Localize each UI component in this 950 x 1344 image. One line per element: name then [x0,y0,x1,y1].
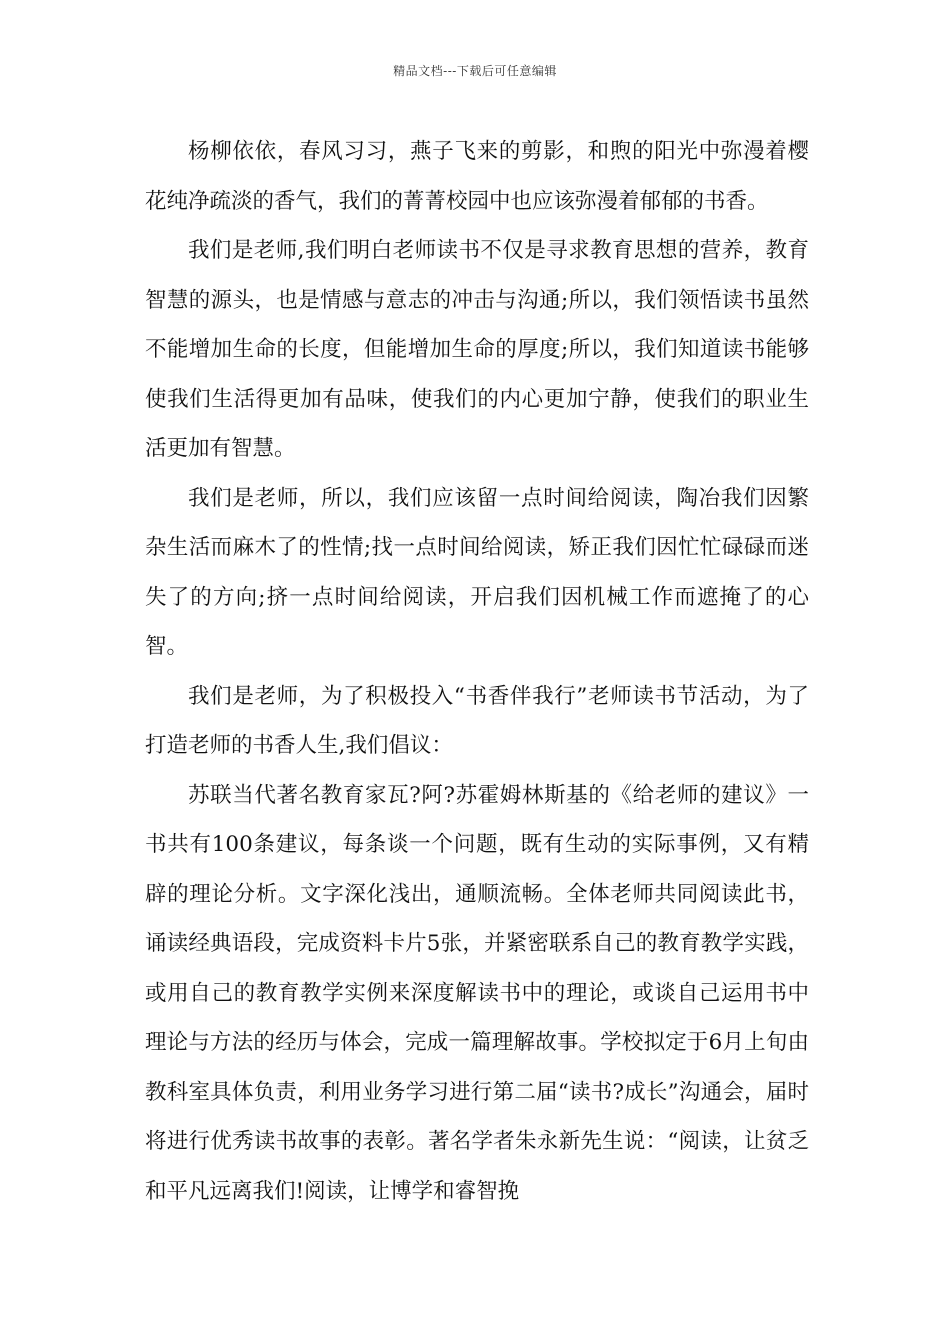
page-header: 精品文档---下载后可任意编辑 [393,64,557,78]
paragraph-1: 杨柳依依，春风习习，燕子飞来的剪影，和煦的阳光中弥漫着樱花纯净疏淡的香气，我们的菁菁校园中也应该弥漫着郁郁的书香。 [145,139,809,214]
paragraph-5: 苏联当代著名教育家瓦?阿?苏霍姆林斯基的《给老师的建议》一书共有100条建议，每条谈一个问题，既有生动的实际事例，又有精辟的理论分析。文字深化浅出，通顺流畅。全体老师共同阅读此书，诵读经典语段，完成资料卡片5张，并紧密联系自己的教育教学实践，或用自己的教育教学实例来深度解读书中的理论，或谈自己运用书中理论与方法的经历与体会，完成一篇理解故事。学校拟定于6月上旬由教科室具体负责，利用业务学习进行第二届“读书?成长”沟通会，届时将进行优秀读书故事的表彰。著名学者朱永新先生说：“阅读，让贫乏和平凡远离我们!阅读，让博学和睿智挽 [145,782,809,1204]
paragraph-4: 我们是老师，为了积极投入“书香伴我行”老师读书节活动，为了打造老师的书香人生,我们倡议： [145,683,809,758]
paragraph-2: 我们是老师,我们明白老师读书不仅是寻求教育思想的营养，教育智慧的源头，也是情感与意志的冲击与沟通;所以，我们领悟读书虽然不能增加生命的长度，但能增加生命的厚度;所以，我们知道读书能够使我们生活得更加有品味，使我们的内心更加宁静，使我们的职业生活更加有智慧。 [145,238,809,461]
document-body [145,127,809,1216]
paragraph-3: 我们是老师，所以，我们应该留一点时间给阅读，陶冶我们因繁杂生活而麻木了的性情;找一点时间给阅读，矫正我们因忙忙碌碌而迷失了的方向;挤一点时间给阅读，开启我们因机械工作而遮掩了的心智。 [145,485,809,659]
